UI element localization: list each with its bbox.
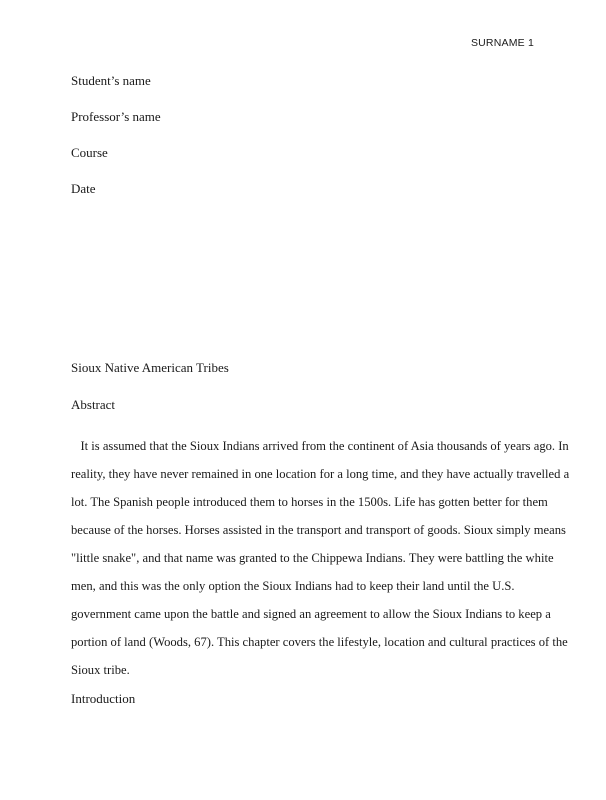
abstract-heading: Abstract [71, 397, 116, 412]
student-name: Student’s name [71, 73, 151, 88]
abstract-line: "little snake", and that name was granted to the Chippewa Indians. They were battling the white [71, 551, 554, 565]
date: Date [71, 181, 96, 196]
abstract-line: portion of land (Woods, 67). This chapter covers the lifestyle, location and cultural practices of the [71, 635, 568, 649]
abstract-line: lot. The Spanish people introduced them to horses in the 1500s. Life has gotten better for them [71, 495, 548, 509]
abstract-line: It is assumed that the Sioux Indians arrived from the continent of Asia thousands of years ago. In [71, 439, 569, 453]
abstract-line: reality, they have never remained in one location for a long time, and they have actually travelled a [71, 467, 570, 481]
course-name: Course [71, 145, 108, 160]
introduction-heading: Introduction [71, 691, 136, 706]
abstract-line: government came upon the battle and signed an agreement to allow the Sioux Indians to keep a [71, 607, 551, 621]
abstract-line: Sioux tribe. [71, 663, 130, 677]
abstract-line: because of the horses. Horses assisted in the transport and transport of goods. Sioux simply means [71, 523, 566, 537]
professor-name: Professor’s name [71, 109, 161, 124]
abstract-body [71, 432, 570, 684]
paper-title: Sioux Native American Tribes [71, 360, 229, 375]
abstract-line: men, and this was the only option the Sioux Indians had to keep their land until the U.S. [71, 579, 515, 593]
running-head: SURNAME 1 [470, 37, 534, 49]
